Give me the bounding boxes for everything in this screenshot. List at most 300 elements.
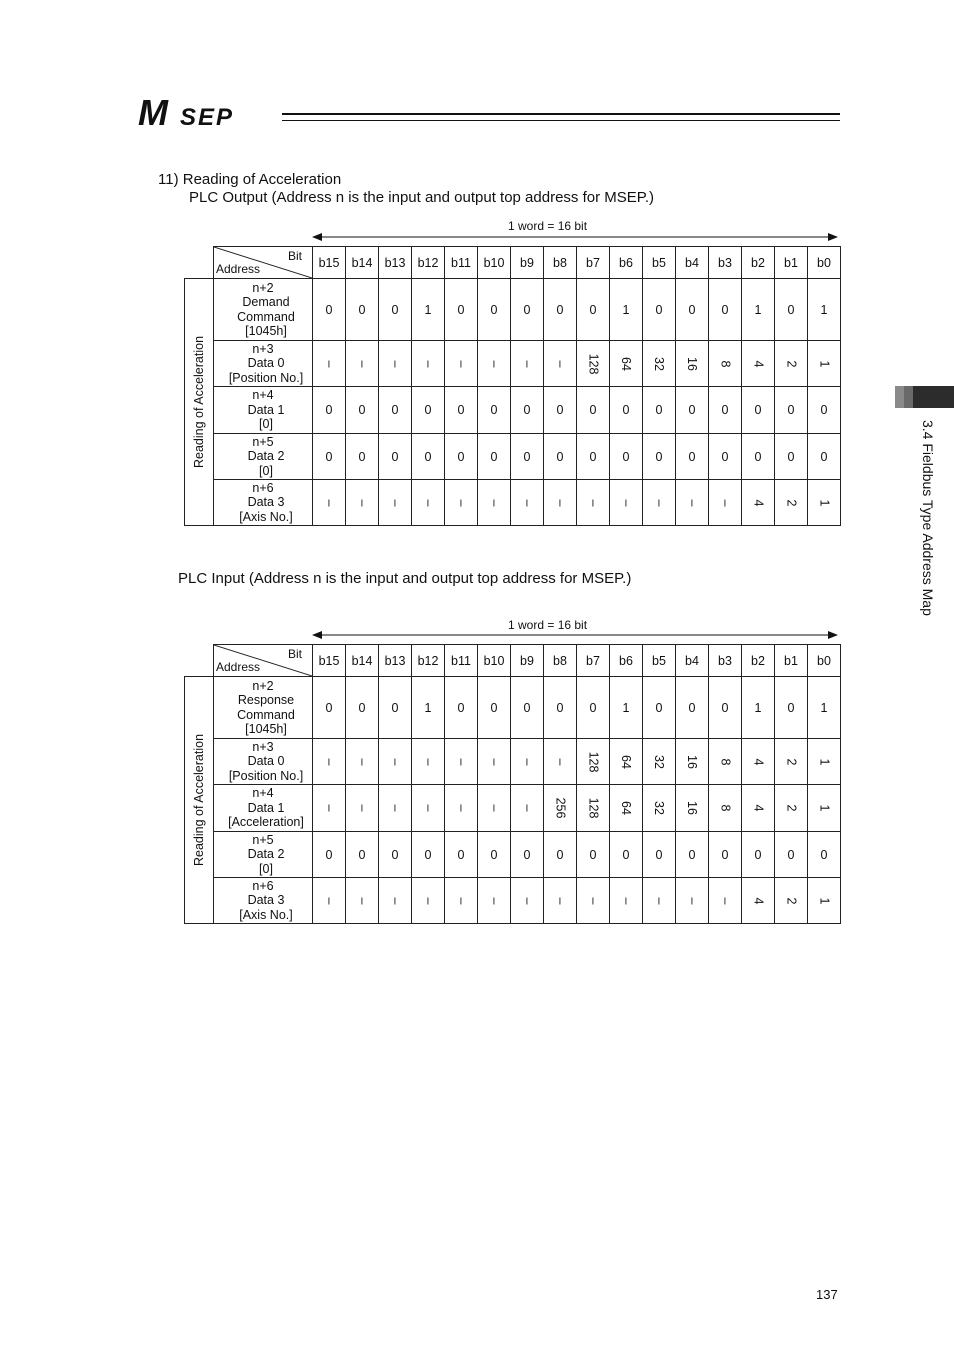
bit-value: – bbox=[387, 758, 402, 765]
bit-value: 0 bbox=[358, 700, 366, 715]
bit-cell bbox=[742, 739, 775, 785]
bit-cell bbox=[742, 832, 775, 878]
bit-header-b13: b13 bbox=[379, 645, 412, 677]
bit-cell bbox=[445, 279, 478, 341]
table-row bbox=[185, 677, 841, 739]
bit-value: 1 bbox=[754, 302, 762, 317]
bit-value: 0 bbox=[358, 403, 366, 417]
address-offset: n+6 bbox=[252, 878, 274, 893]
bit-value: 0 bbox=[622, 449, 630, 464]
bit-header-b7: b7 bbox=[577, 645, 610, 677]
address-desc: Data 3 bbox=[247, 893, 285, 908]
address-cell bbox=[214, 387, 313, 434]
bit-header-b2: b2 bbox=[742, 247, 775, 279]
bit-cell bbox=[412, 677, 445, 739]
bit-cell bbox=[676, 434, 709, 480]
bit-value: 0 bbox=[589, 302, 597, 317]
group-label: Reading of Acceleration bbox=[192, 733, 206, 867]
bit-cell bbox=[346, 279, 379, 341]
bit-value: 0 bbox=[457, 403, 465, 417]
bit-value: 0 bbox=[754, 449, 762, 464]
bit-cell bbox=[412, 785, 445, 832]
address-offset: n+2 bbox=[252, 678, 274, 693]
bit-cell bbox=[544, 878, 577, 924]
bit-cell bbox=[379, 387, 412, 434]
bit-value: 1 bbox=[816, 804, 831, 812]
bit-cell bbox=[808, 739, 841, 785]
bit-value: – bbox=[354, 360, 369, 367]
bit-value: 0 bbox=[523, 449, 531, 464]
bit-cell bbox=[808, 677, 841, 739]
bit-value: 0 bbox=[391, 403, 399, 417]
bit-header-b2: b2 bbox=[742, 645, 775, 677]
bit-cell bbox=[676, 480, 709, 526]
bit-cell bbox=[808, 832, 841, 878]
bit-cell bbox=[511, 832, 544, 878]
bit-value: 64 bbox=[619, 801, 633, 815]
bit-cell bbox=[313, 878, 346, 924]
address-desc: [1045h] bbox=[245, 722, 287, 736]
bit-cell bbox=[478, 878, 511, 924]
bit-cell bbox=[775, 279, 808, 341]
bit-value: – bbox=[618, 897, 633, 904]
bit-value: 0 bbox=[457, 847, 465, 862]
bit-cell bbox=[643, 677, 676, 739]
bit-value: 0 bbox=[787, 302, 795, 317]
bit-value: – bbox=[387, 360, 402, 367]
bit-cell bbox=[511, 785, 544, 832]
address-desc: Data 2 bbox=[247, 449, 285, 464]
bit-value: 0 bbox=[655, 700, 663, 715]
table-row bbox=[185, 480, 841, 526]
bit-cell bbox=[709, 279, 742, 341]
address-desc: Data 0 bbox=[247, 356, 285, 371]
bit-cell bbox=[808, 387, 841, 434]
bit-value: 0 bbox=[622, 403, 630, 417]
bit-value: – bbox=[321, 758, 336, 765]
bit-header-b11: b11 bbox=[445, 645, 478, 677]
bit-cell bbox=[577, 785, 610, 832]
bit-cell bbox=[511, 677, 544, 739]
bit-value: 0 bbox=[490, 847, 498, 862]
bit-value: – bbox=[486, 758, 501, 765]
bit-value: 1 bbox=[816, 499, 831, 506]
bit-value: 4 bbox=[750, 804, 765, 812]
table-row bbox=[185, 434, 841, 480]
bit-cell bbox=[478, 480, 511, 526]
bit-value: 32 bbox=[652, 356, 666, 371]
bit-cell bbox=[313, 341, 346, 387]
address-cell bbox=[214, 878, 313, 924]
address-desc: [0] bbox=[259, 861, 273, 876]
bit-value: – bbox=[453, 360, 468, 367]
bit-cell bbox=[478, 677, 511, 739]
bit-value: 0 bbox=[787, 449, 795, 464]
bit-cell bbox=[709, 387, 742, 434]
bit-value: – bbox=[486, 804, 501, 812]
bit-value: 0 bbox=[391, 449, 399, 464]
bit-value: 0 bbox=[721, 302, 729, 317]
bit-header-b6: b6 bbox=[610, 247, 643, 279]
bit-cell bbox=[412, 341, 445, 387]
bit-value: 0 bbox=[589, 847, 597, 862]
bit-value: 1 bbox=[622, 700, 630, 715]
bit-value: 0 bbox=[688, 403, 696, 417]
bit-value: 0 bbox=[721, 700, 729, 715]
bit-cell bbox=[478, 387, 511, 434]
bit-cell bbox=[313, 387, 346, 434]
bit-cell bbox=[313, 279, 346, 341]
bit-cell bbox=[577, 480, 610, 526]
bit-value: – bbox=[519, 499, 534, 506]
bit-cell bbox=[379, 480, 412, 526]
bit-value: 0 bbox=[490, 302, 498, 317]
msep-logo bbox=[138, 96, 278, 130]
address-offset: n+4 bbox=[252, 388, 274, 403]
word-size-label: 1 word = 16 bit bbox=[508, 618, 588, 632]
bit-cell bbox=[544, 832, 577, 878]
address-cell bbox=[214, 341, 313, 387]
bit-cell bbox=[775, 677, 808, 739]
address-desc: [Position No.] bbox=[228, 370, 304, 385]
address-offset: n+3 bbox=[252, 341, 274, 356]
bit-value: – bbox=[321, 499, 336, 506]
address-desc: [Position No.] bbox=[228, 768, 304, 783]
address-desc: [1045h] bbox=[245, 324, 287, 338]
plc-output-table bbox=[184, 246, 841, 526]
table-row bbox=[185, 878, 841, 924]
bit-value: – bbox=[453, 758, 468, 765]
bit-cell bbox=[445, 785, 478, 832]
bit-cell bbox=[478, 434, 511, 480]
bit-value: 0 bbox=[490, 403, 498, 417]
bit-value: 0 bbox=[358, 847, 366, 862]
bit-cell bbox=[379, 434, 412, 480]
address-desc: Command bbox=[237, 707, 295, 722]
bit-value: – bbox=[387, 897, 402, 904]
address-desc: Data 2 bbox=[247, 847, 285, 862]
bit-value: 0 bbox=[754, 847, 762, 862]
bit-header-b11: b11 bbox=[445, 247, 478, 279]
bit-cell bbox=[577, 878, 610, 924]
bit-cell bbox=[313, 480, 346, 526]
bit-value: 0 bbox=[787, 700, 795, 715]
bit-cell bbox=[544, 739, 577, 785]
address-offset: n+3 bbox=[252, 739, 274, 754]
bit-cell bbox=[445, 832, 478, 878]
group-label-cell bbox=[185, 677, 214, 924]
bit-value: – bbox=[387, 499, 402, 506]
bit-cell bbox=[346, 434, 379, 480]
bit-cell bbox=[643, 341, 676, 387]
bit-cell bbox=[379, 878, 412, 924]
bit-value: 0 bbox=[622, 847, 630, 862]
bit-value: 16 bbox=[685, 801, 699, 815]
address-cell bbox=[214, 832, 313, 878]
bit-value: 0 bbox=[325, 302, 333, 317]
bit-cell bbox=[676, 878, 709, 924]
bit-cell bbox=[313, 785, 346, 832]
bit-header-b4: b4 bbox=[676, 645, 709, 677]
bit-value: 0 bbox=[688, 847, 696, 862]
bit-value: 8 bbox=[717, 758, 732, 765]
bit-cell bbox=[808, 878, 841, 924]
bit-cell bbox=[775, 878, 808, 924]
address-desc: Response bbox=[237, 693, 295, 707]
bit-header-b14: b14 bbox=[346, 247, 379, 279]
address-cell bbox=[214, 480, 313, 526]
bit-value: 1 bbox=[816, 897, 831, 904]
bit-cell bbox=[610, 832, 643, 878]
bit-value: 2 bbox=[783, 360, 798, 367]
bit-cell bbox=[775, 832, 808, 878]
bit-value: 0 bbox=[589, 403, 597, 417]
bit-value: – bbox=[453, 897, 468, 904]
bit-header-b12: b12 bbox=[412, 247, 445, 279]
bit-value: 1 bbox=[424, 700, 432, 715]
bit-cell bbox=[643, 434, 676, 480]
bit-cell bbox=[742, 434, 775, 480]
bit-header-b3: b3 bbox=[709, 645, 742, 677]
bit-cell bbox=[775, 434, 808, 480]
bit-cell bbox=[643, 480, 676, 526]
bit-value: 0 bbox=[358, 302, 366, 317]
bit-value: 0 bbox=[391, 302, 399, 317]
bit-header-b8: b8 bbox=[544, 645, 577, 677]
bit-cell bbox=[775, 785, 808, 832]
bit-header-b10: b10 bbox=[478, 645, 511, 677]
bit-cell bbox=[313, 434, 346, 480]
bit-cell bbox=[544, 341, 577, 387]
bit-cell bbox=[742, 341, 775, 387]
bit-value: 16 bbox=[685, 754, 699, 769]
bit-cell bbox=[346, 832, 379, 878]
bit-value: 1 bbox=[754, 700, 762, 715]
bit-cell bbox=[478, 832, 511, 878]
bit-value: 0 bbox=[688, 302, 696, 317]
bit-value: 0 bbox=[556, 847, 564, 862]
bit-cell bbox=[676, 677, 709, 739]
bit-value: 0 bbox=[325, 700, 333, 715]
bit-cell bbox=[610, 279, 643, 341]
bit-cell bbox=[610, 878, 643, 924]
bit-value: 0 bbox=[556, 403, 564, 417]
bit-cell bbox=[412, 832, 445, 878]
bit-header-b5: b5 bbox=[643, 645, 676, 677]
bit-value: – bbox=[453, 804, 468, 812]
bit-cell bbox=[643, 832, 676, 878]
table-row bbox=[185, 279, 841, 341]
bit-cell bbox=[379, 341, 412, 387]
address-desc: Data 0 bbox=[247, 754, 285, 769]
address-header-label: Address bbox=[216, 262, 261, 276]
address-desc: [Acceleration] bbox=[228, 815, 304, 830]
address-desc: Data 3 bbox=[247, 495, 285, 510]
bit-cell bbox=[577, 341, 610, 387]
address-desc: [0] bbox=[259, 417, 273, 432]
bit-value: – bbox=[552, 499, 567, 506]
bit-value: 0 bbox=[688, 700, 696, 715]
bit-value: 0 bbox=[721, 449, 729, 464]
bit-value: – bbox=[453, 499, 468, 506]
table-row bbox=[185, 387, 841, 434]
bit-cell bbox=[808, 434, 841, 480]
bit-value: 0 bbox=[457, 449, 465, 464]
bit-value: 0 bbox=[655, 403, 663, 417]
side-tab-marker bbox=[895, 386, 954, 408]
bit-cell bbox=[511, 878, 544, 924]
address-cell bbox=[214, 677, 313, 739]
bit-cell bbox=[742, 279, 775, 341]
bit-value: – bbox=[354, 804, 369, 812]
header-rule bbox=[282, 113, 840, 115]
bit-value: – bbox=[519, 897, 534, 904]
bit-cell bbox=[808, 480, 841, 526]
address-desc: [Axis No.] bbox=[239, 907, 293, 922]
word-width-arrow bbox=[312, 231, 838, 243]
svg-text:SEP: SEP bbox=[180, 104, 235, 130]
address-cell bbox=[214, 279, 313, 341]
bit-cell bbox=[478, 341, 511, 387]
bit-cell bbox=[643, 279, 676, 341]
word-width-arrow bbox=[312, 629, 838, 641]
address-offset: n+5 bbox=[252, 832, 274, 847]
bit-cell bbox=[610, 739, 643, 785]
bit-header-b1: b1 bbox=[775, 247, 808, 279]
bit-value: 0 bbox=[523, 302, 531, 317]
bit-cell bbox=[808, 341, 841, 387]
bit-cell bbox=[577, 832, 610, 878]
bit-cell bbox=[643, 739, 676, 785]
bit-cell bbox=[544, 785, 577, 832]
bit-cell bbox=[676, 341, 709, 387]
bit-value: – bbox=[387, 804, 402, 812]
bit-cell bbox=[808, 279, 841, 341]
bit-cell bbox=[412, 480, 445, 526]
bit-value: 32 bbox=[652, 801, 666, 815]
address-offset: n+5 bbox=[252, 434, 274, 449]
bit-cell bbox=[346, 480, 379, 526]
bit-header-b3: b3 bbox=[709, 247, 742, 279]
bit-cell bbox=[643, 785, 676, 832]
address-desc: Command bbox=[237, 309, 295, 324]
bit-value: – bbox=[486, 897, 501, 904]
bit-value: 1 bbox=[820, 700, 828, 715]
plc-input-table bbox=[184, 644, 841, 924]
bit-header-b6: b6 bbox=[610, 645, 643, 677]
bit-cell bbox=[709, 434, 742, 480]
bit-value: 0 bbox=[787, 403, 795, 417]
bit-cell bbox=[511, 434, 544, 480]
bit-header-b0: b0 bbox=[808, 247, 841, 279]
bit-cell bbox=[346, 785, 379, 832]
bit-cell bbox=[610, 387, 643, 434]
bit-cell bbox=[511, 279, 544, 341]
bit-value: 0 bbox=[523, 700, 531, 715]
bit-header-b9: b9 bbox=[511, 645, 544, 677]
bit-cell bbox=[478, 279, 511, 341]
bit-value: – bbox=[420, 758, 435, 765]
bit-value: 0 bbox=[655, 847, 663, 862]
bit-value: 0 bbox=[820, 403, 828, 417]
bit-cell bbox=[676, 832, 709, 878]
header-corner-cell bbox=[214, 247, 313, 279]
bit-cell bbox=[709, 739, 742, 785]
bit-cell bbox=[709, 480, 742, 526]
word-size-label: 1 word = 16 bit bbox=[508, 219, 588, 233]
bit-cell bbox=[610, 677, 643, 739]
bit-value: – bbox=[519, 758, 534, 765]
svg-text:M: M bbox=[138, 96, 168, 130]
bit-value: 0 bbox=[589, 449, 597, 464]
bit-value: 1 bbox=[622, 302, 630, 317]
bit-header-b15: b15 bbox=[313, 247, 346, 279]
bit-cell bbox=[478, 739, 511, 785]
address-desc: Data 1 bbox=[247, 402, 285, 417]
bit-cell bbox=[610, 785, 643, 832]
bit-value: 32 bbox=[652, 754, 666, 769]
bit-value: 2 bbox=[783, 804, 798, 812]
bit-value: 0 bbox=[556, 302, 564, 317]
bit-value: 0 bbox=[424, 449, 432, 464]
bit-cell bbox=[577, 279, 610, 341]
bit-cell bbox=[511, 480, 544, 526]
address-desc: Demand bbox=[242, 295, 290, 309]
bit-value: 0 bbox=[655, 302, 663, 317]
bit-value: 4 bbox=[750, 897, 765, 904]
bit-header-b8: b8 bbox=[544, 247, 577, 279]
bit-cell bbox=[676, 739, 709, 785]
bit-cell bbox=[742, 878, 775, 924]
bit-value: 0 bbox=[820, 449, 828, 464]
bit-cell bbox=[544, 677, 577, 739]
bit-value: 0 bbox=[721, 403, 729, 417]
bit-value: 64 bbox=[619, 356, 633, 371]
bit-cell bbox=[775, 341, 808, 387]
bit-value: – bbox=[552, 897, 567, 904]
bit-value: – bbox=[354, 499, 369, 506]
bit-header-b10: b10 bbox=[478, 247, 511, 279]
bit-value: 2 bbox=[783, 758, 798, 765]
bit-cell bbox=[643, 878, 676, 924]
bit-header-label: Bit bbox=[287, 647, 302, 661]
bit-cell bbox=[577, 677, 610, 739]
bit-value: – bbox=[717, 499, 732, 506]
bit-cell bbox=[676, 387, 709, 434]
address-desc: [0] bbox=[259, 463, 273, 478]
bit-header-b1: b1 bbox=[775, 645, 808, 677]
bit-cell bbox=[346, 677, 379, 739]
bit-value: 0 bbox=[457, 700, 465, 715]
bit-cell bbox=[709, 677, 742, 739]
bit-value: – bbox=[651, 897, 666, 904]
bit-value: – bbox=[420, 897, 435, 904]
bit-value: 0 bbox=[523, 403, 531, 417]
bit-cell bbox=[445, 677, 478, 739]
bit-header-b14: b14 bbox=[346, 645, 379, 677]
bit-cell bbox=[808, 785, 841, 832]
bit-value: – bbox=[354, 758, 369, 765]
bit-cell bbox=[412, 878, 445, 924]
bit-cell bbox=[379, 785, 412, 832]
group-label-cell bbox=[185, 279, 214, 526]
address-offset: n+6 bbox=[252, 480, 274, 495]
bit-value: 1 bbox=[424, 302, 432, 317]
bit-cell bbox=[610, 434, 643, 480]
address-cell bbox=[214, 785, 313, 832]
bit-value: 0 bbox=[490, 449, 498, 464]
bit-cell bbox=[577, 739, 610, 785]
